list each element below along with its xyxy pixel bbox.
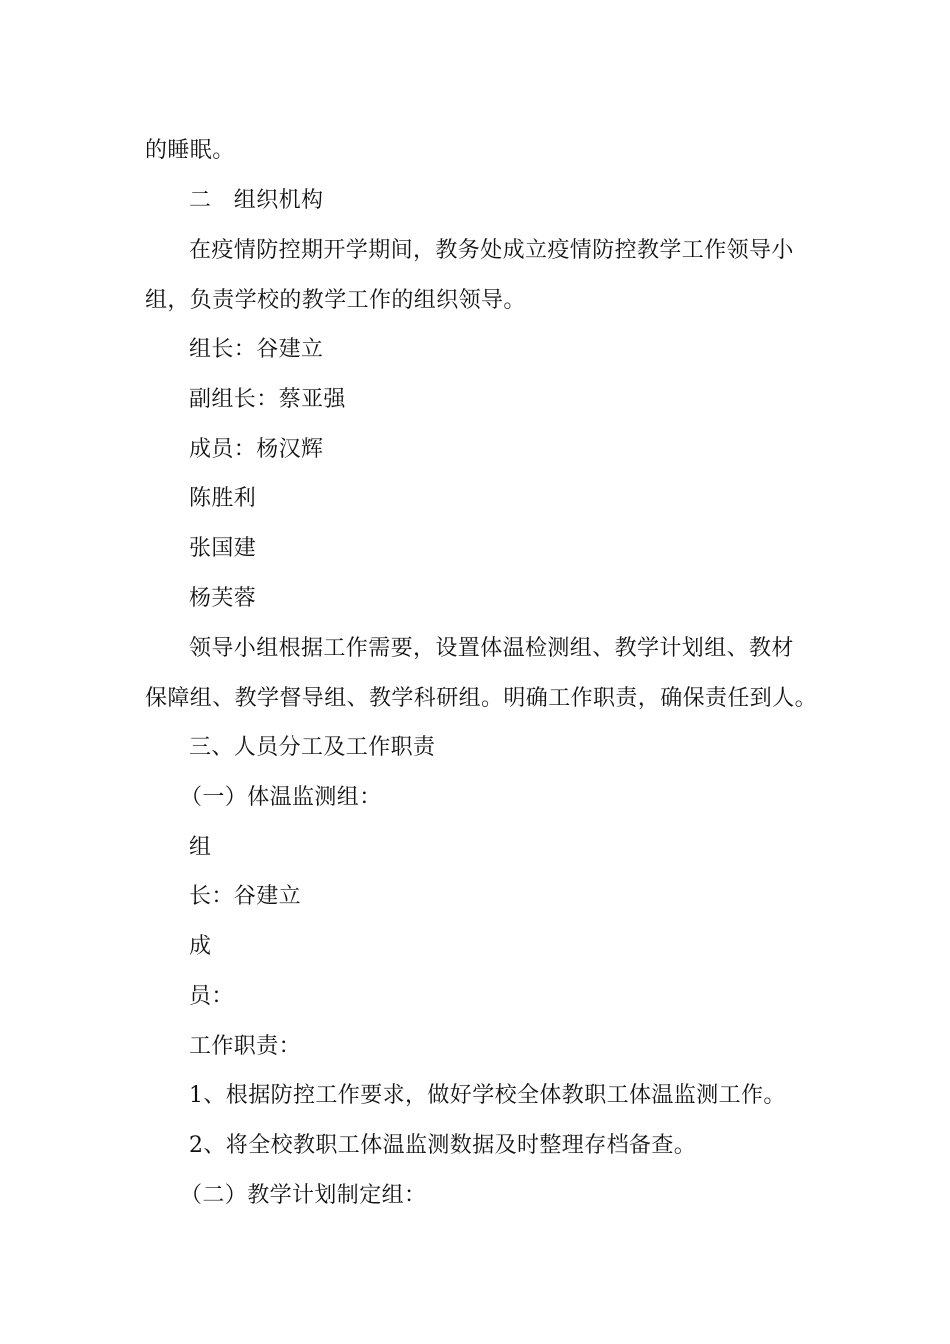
text-line: 在疫情防控期开学期间，教务处成立疫情防控教学工作领导小	[189, 238, 794, 263]
section-heading: 三、人员分工及工作职责	[189, 735, 436, 760]
text-line: 成	[189, 934, 212, 959]
text-line: 成员：杨汉辉	[189, 437, 324, 462]
text-line: 工作职责：	[189, 1034, 302, 1059]
subsection-heading: （二）教学计划制定组：	[180, 1183, 427, 1208]
text-line: 副组长：蔡亚强	[189, 387, 346, 412]
text-line: 保障组、教学督导组、教学科研组。明确工作职责，确保责任到人。	[145, 686, 818, 711]
text-line: 领导小组根据工作需要，设置体温检测组、教学计划组、教材	[189, 636, 794, 661]
text-line: 长：谷建立	[189, 884, 302, 909]
text-line: 陈胜利	[189, 486, 257, 511]
text-line: 2、将全校教职工体温监测数据及时整理存档备查。	[189, 1133, 697, 1158]
text-line: 组	[189, 835, 212, 860]
text-line: 杨芙蓉	[189, 586, 257, 611]
text-line: 组长：谷建立	[189, 337, 324, 362]
text-line: 张国建	[189, 536, 257, 561]
subsection-heading: （一）体温监测组：	[180, 785, 382, 810]
text-line: 组，负责学校的教学工作的组织领导。	[145, 288, 526, 313]
section-heading: 二 组织机构	[189, 188, 324, 213]
text-line: 1、根据防控工作要求，做好学校全体教职工体温监测工作。	[189, 1083, 786, 1108]
text-line: 员：	[189, 984, 234, 1009]
text-line: 的睡眠。	[145, 138, 235, 163]
